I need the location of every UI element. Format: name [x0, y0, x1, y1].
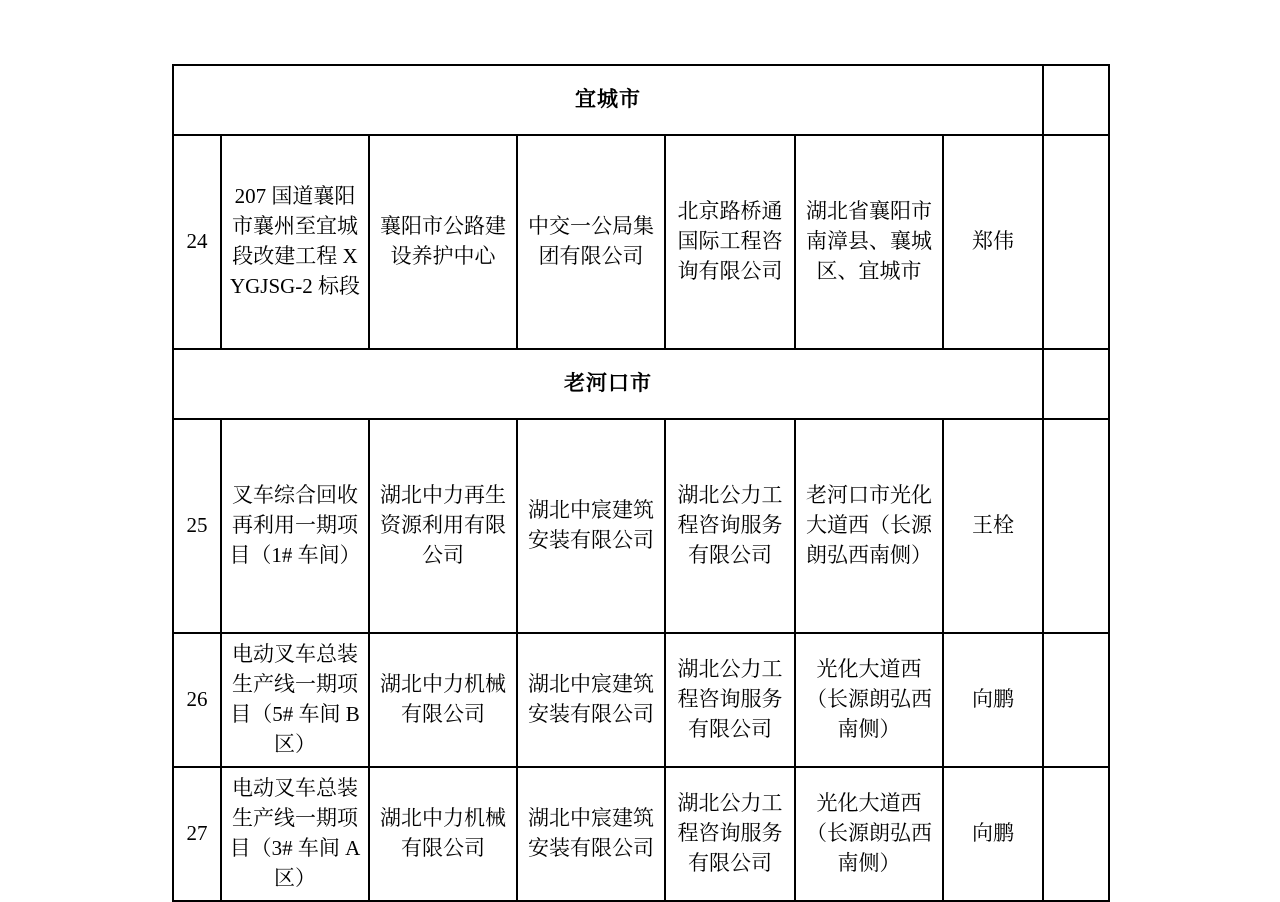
table-row: [173, 419, 1109, 633]
table-row: [173, 135, 1109, 349]
row-trailing-cell: [1043, 135, 1109, 349]
row-contractor-unit: 湖北中宸建筑安装有限公司: [517, 419, 665, 633]
row-address: 湖北省襄阳市南漳县、襄城区、宜城市: [795, 135, 943, 349]
row-index: 25: [173, 419, 221, 633]
row-person: 郑伟: [943, 135, 1043, 349]
project-table-container: [172, 64, 1108, 902]
table-row: [173, 767, 1109, 901]
row-supervisor-unit: 北京路桥通国际工程咨询有限公司: [665, 135, 795, 349]
row-project-name: 叉车综合回收再利用一期项目（1# 车间）: [221, 419, 369, 633]
row-owner-unit: 襄阳市公路建设养护中心: [369, 135, 517, 349]
row-trailing-cell: [1043, 419, 1109, 633]
section-trailing-cell: [1043, 349, 1109, 419]
row-address: 老河口市光化大道西（长源朗弘西南侧）: [795, 419, 943, 633]
row-index: 24: [173, 135, 221, 349]
row-person: 向鹏: [943, 633, 1043, 767]
row-trailing-cell: [1043, 767, 1109, 901]
row-person: 向鹏: [943, 767, 1043, 901]
section-title: 宜城市: [173, 65, 1043, 135]
row-person: 王栓: [943, 419, 1043, 633]
row-contractor-unit: 湖北中宸建筑安装有限公司: [517, 767, 665, 901]
row-supervisor-unit: 湖北公力工程咨询服务有限公司: [665, 419, 795, 633]
row-owner-unit: 湖北中力机械有限公司: [369, 633, 517, 767]
project-table: [172, 64, 1110, 902]
row-contractor-unit: 湖北中宸建筑安装有限公司: [517, 633, 665, 767]
row-address: 光化大道西（长源朗弘西南侧）: [795, 633, 943, 767]
row-index: 27: [173, 767, 221, 901]
row-project-name: 电动叉车总装生产线一期项目（5# 车间 B 区）: [221, 633, 369, 767]
row-trailing-cell: [1043, 633, 1109, 767]
row-project-name: 207 国道襄阳市襄州至宜城段改建工程 XYGJSG-2 标段: [221, 135, 369, 349]
row-supervisor-unit: 湖北公力工程咨询服务有限公司: [665, 767, 795, 901]
row-address: 光化大道西（长源朗弘西南侧）: [795, 767, 943, 901]
row-contractor-unit: 中交一公局集团有限公司: [517, 135, 665, 349]
row-project-name: 电动叉车总装生产线一期项目（3# 车间 A 区）: [221, 767, 369, 901]
table-section-row: [173, 349, 1109, 419]
section-title: 老河口市: [173, 349, 1043, 419]
row-owner-unit: 湖北中力再生资源利用有限公司: [369, 419, 517, 633]
section-trailing-cell: [1043, 65, 1109, 135]
row-index: 26: [173, 633, 221, 767]
table-row: [173, 633, 1109, 767]
row-supervisor-unit: 湖北公力工程咨询服务有限公司: [665, 633, 795, 767]
table-section-row: [173, 65, 1109, 135]
row-owner-unit: 湖北中力机械有限公司: [369, 767, 517, 901]
